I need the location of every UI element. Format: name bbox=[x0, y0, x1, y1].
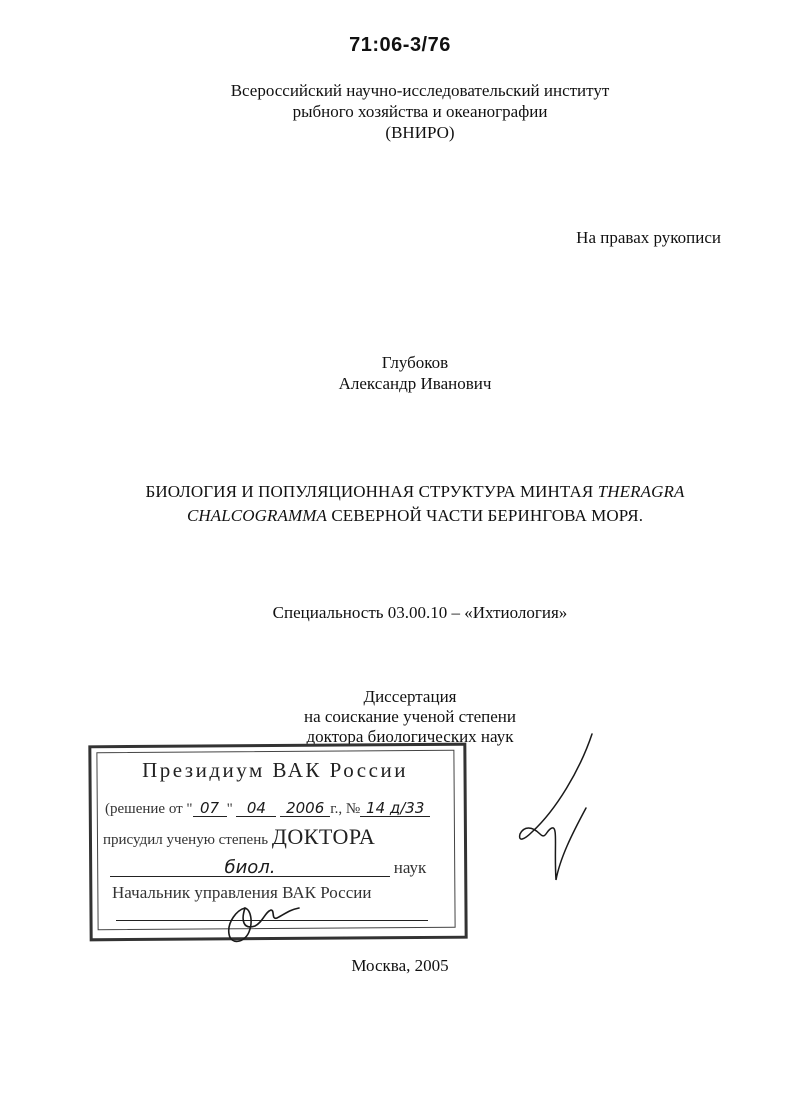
stamp-month: 04 bbox=[236, 800, 276, 817]
institute-name-line2: рыбного хозяйства и океанографии bbox=[292, 102, 548, 121]
institute-abbreviation: (ВНИРО) bbox=[385, 123, 455, 142]
title-species-epithet: CHALCOGRAMMA bbox=[186, 506, 327, 525]
stamp-awarded-line bbox=[103, 824, 375, 850]
stamp-head-label: Начальник управления ВАК России bbox=[112, 883, 372, 902]
institute-name-line1: Всероссийский научно-исследовательский институт bbox=[230, 81, 610, 100]
institute-block bbox=[170, 80, 670, 143]
dissertation-type-line1: Диссертация bbox=[363, 687, 457, 706]
author-given-names: Александр Иванович bbox=[338, 374, 492, 393]
stamp-signature-icon bbox=[215, 896, 305, 948]
dissertation-type-line3: доктора биологических наук bbox=[306, 727, 514, 746]
author-block bbox=[250, 352, 580, 394]
specialty: Специальность 03.00.10 – «Ихтиология» bbox=[272, 603, 568, 622]
author-surname: Глубоков bbox=[381, 353, 449, 372]
stamp-year-suffix: г., № bbox=[330, 801, 361, 817]
stamp-decision-line bbox=[105, 800, 430, 818]
catalog-number: 71:06-3/76 bbox=[349, 34, 451, 56]
stamp-science-handwritten: биол. bbox=[110, 860, 390, 877]
stamp-day: 07 bbox=[193, 800, 227, 817]
stamp-year: 2006 bbox=[280, 800, 330, 817]
title-species-genus: THERAGRA bbox=[597, 482, 685, 501]
stamp-science-suffix: наук bbox=[393, 858, 427, 877]
stamp-science-line bbox=[110, 858, 426, 878]
place-year: Москва, 2005 bbox=[351, 956, 449, 975]
stamp-number: 14 д/33 bbox=[360, 800, 430, 817]
stamp-awarded-prefix: присудил ученую степень bbox=[103, 832, 272, 848]
stamp-awarded-degree: ДОКТОРА bbox=[271, 824, 376, 849]
dissertation-type-line2: на соискание ученой степени bbox=[303, 707, 517, 726]
stamp-decision-prefix: (решение от " bbox=[105, 801, 193, 817]
stamp-title: Президиум ВАК России bbox=[142, 758, 408, 782]
rights-note: На правах рукописи bbox=[576, 228, 721, 247]
dissertation-title bbox=[90, 480, 740, 528]
author-signature-icon bbox=[510, 730, 600, 890]
stamp-quote: " bbox=[226, 801, 233, 817]
title-part2: СЕВЕРНОЙ ЧАСТИ БЕРИНГОВА МОРЯ. bbox=[326, 506, 644, 525]
title-part1: БИОЛОГИЯ И ПОПУЛЯЦИОННАЯ СТРУКТУРА МИНТАЯ bbox=[145, 482, 598, 501]
